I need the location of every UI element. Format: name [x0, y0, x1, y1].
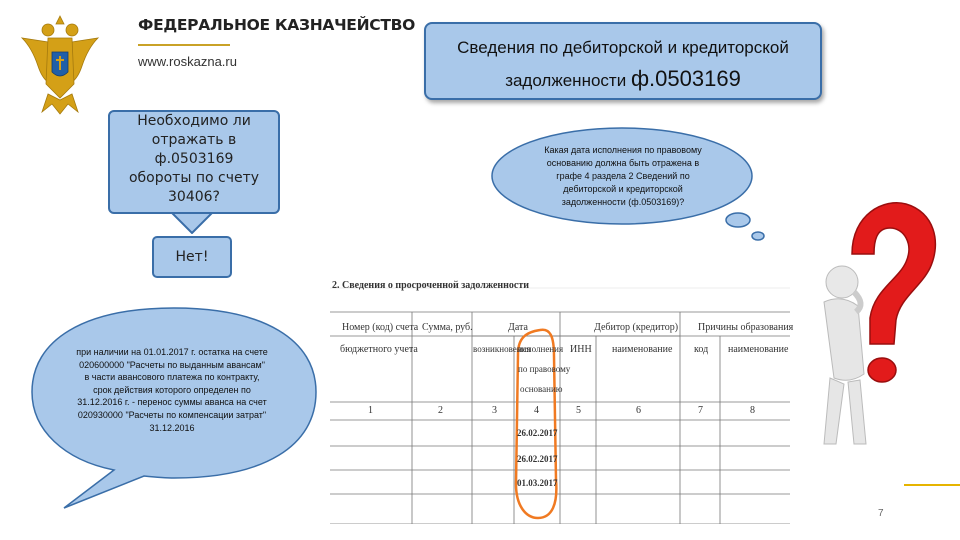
- header-origin: возникновения: [473, 344, 531, 354]
- question-line: ф.0503169: [154, 151, 234, 167]
- header-name: наименование: [612, 344, 673, 355]
- header-reasons: Причины образования: [698, 322, 794, 333]
- page-number: 7: [878, 508, 884, 519]
- thinking-figure-question-mark: [794, 194, 944, 464]
- header-kod: код: [694, 344, 709, 355]
- logo-block: [138, 16, 415, 69]
- slide-title-form: ф.0503169: [630, 66, 741, 91]
- col-num-6: 6: [636, 405, 641, 416]
- slide-title-box: [424, 22, 822, 100]
- header-legal-1: по правовому: [518, 364, 571, 374]
- col-num-1: 1: [368, 405, 373, 416]
- cloud-line: графе 4 раздела 2 Сведений по: [556, 171, 690, 181]
- bubble-line: срок действия которого определен по: [93, 384, 251, 395]
- table-section-title: 2. Сведения о просроченной задолженности: [332, 280, 530, 291]
- slide-title-line1: Сведения по дебиторской и кредиторской: [457, 38, 789, 57]
- question-box: [108, 110, 280, 214]
- cloud-question-text: [512, 144, 734, 209]
- logo-url: www.roskazna.ru: [138, 54, 237, 69]
- logo-divider: [138, 44, 230, 46]
- bubble-explanation-text: [52, 346, 292, 434]
- bubble-line: в части авансового платежа по контракту,: [84, 372, 260, 383]
- double-headed-eagle-emblem: [18, 8, 102, 118]
- exec-date-3: 01.03.2017: [517, 478, 558, 488]
- header-exec: исполнения: [518, 344, 564, 354]
- col-num-8: 8: [750, 405, 755, 416]
- col-num-2: 2: [438, 405, 443, 416]
- cloud-line: основанию должна быть отражена в: [546, 158, 700, 168]
- header-legal-2: основанию: [520, 384, 563, 394]
- footer-accent-line: [904, 484, 960, 486]
- question-line: обороты по счету: [128, 170, 260, 186]
- header-naim: наименование: [728, 344, 789, 355]
- slide-title-text: задолженности: [505, 71, 627, 90]
- col-num-5: 5: [576, 405, 581, 416]
- header-debtor: Дебитор (кредитор): [594, 322, 679, 333]
- cloud-line: дебиторской и кредиторской: [563, 184, 683, 194]
- bubble-line: при наличии на 01.01.2017 г. остатка на счете: [76, 347, 268, 357]
- form-table-excerpt: [330, 274, 794, 524]
- header-date: Дата: [508, 322, 528, 333]
- logo-title: ФЕДЕРАЛЬНОЕ КАЗНАЧЕЙСТВО: [138, 16, 415, 34]
- exec-date-1: 26.02.2017: [517, 428, 558, 438]
- slide-title-line2: [426, 66, 820, 92]
- header-budget: бюджетного учета: [340, 344, 418, 355]
- header-code: Номер (код) счета: [342, 322, 419, 333]
- bubble-line: 020600000 "Расчеты по выданным авансам": [79, 359, 265, 370]
- table-grid: [330, 274, 790, 524]
- date-highlight-oval: [516, 330, 556, 518]
- cloud-line: Какая дата исполнения по правовому: [544, 145, 702, 155]
- bubble-line: 31.12.2016: [149, 422, 195, 433]
- header-inn: ИНН: [570, 344, 592, 355]
- exec-date-2: 26.02.2017: [517, 454, 558, 464]
- answer-box: Нет!: [152, 236, 232, 278]
- bubble-line: 31.12.2016 г. - перенос суммы аванса на счет: [77, 397, 267, 408]
- header-sum: Сумма, руб.: [422, 322, 473, 333]
- question-line: 30406?: [168, 189, 220, 205]
- question-line: отражать в: [151, 132, 237, 148]
- cloud-line: задолженности (ф.0503169)?: [561, 197, 685, 207]
- down-arrow-icon: [170, 212, 214, 234]
- bubble-line: 020930000 "Расчеты по компенсации затрат": [77, 409, 267, 420]
- col-num-3: 3: [492, 405, 497, 416]
- question-line: Необходимо ли: [137, 113, 251, 129]
- col-num-4: 4: [534, 405, 539, 416]
- col-num-7: 7: [698, 405, 703, 416]
